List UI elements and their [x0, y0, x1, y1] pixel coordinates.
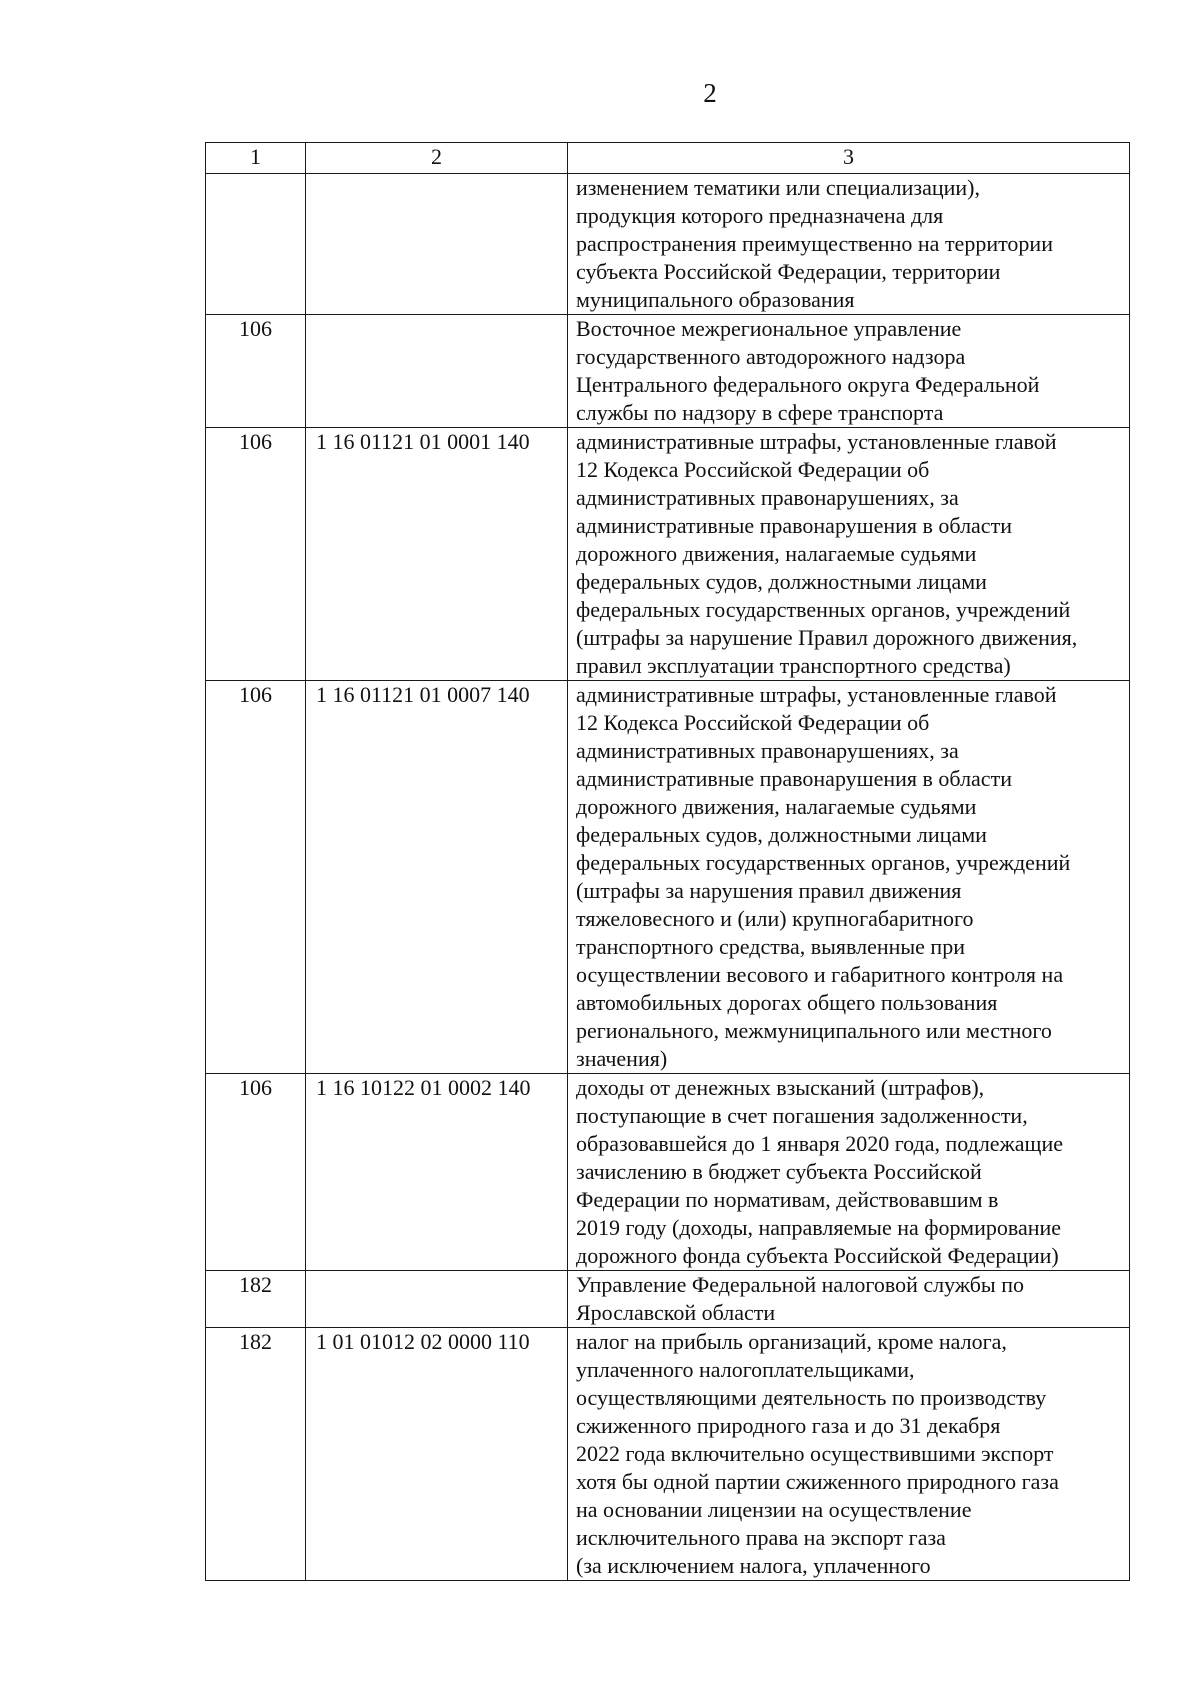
description-line: государственного автодорожного надзора [576, 344, 966, 369]
table-header-row [206, 143, 1130, 174]
description-line: 12 Кодекса Российской Федерации об [576, 710, 930, 735]
description-line: осуществляющими деятельность по производству [576, 1385, 1047, 1410]
description-cell [568, 315, 1130, 428]
description-line: административных правонарушениях, за [576, 738, 959, 763]
description-line: административные правонарушения в области [576, 513, 1012, 538]
table-row [206, 174, 1130, 315]
table-row [206, 428, 1130, 681]
description-line: 2019 году (доходы, направляемые на формирование [576, 1215, 1062, 1240]
column-header-2: 2 [306, 143, 568, 174]
description-line: муниципального образования [576, 287, 855, 312]
description-line: Центрального федерального округа Федеральной [576, 372, 1040, 397]
budget-classification-code-cell: 1 16 01121 01 0007 140 [306, 681, 568, 1074]
description-line: 2022 года включительно осуществившими экспорт [576, 1441, 1054, 1466]
description-line: Управление Федеральной налоговой службы по [576, 1272, 1024, 1297]
admin-code-cell: 182 [206, 1328, 306, 1581]
description-line: субъекта Российской Федерации, территории [576, 259, 1001, 284]
column-header-1: 1 [206, 143, 306, 174]
description-line: федеральных государственных органов, учреждений [576, 597, 1071, 622]
description-line: службы по надзору в сфере транспорта [576, 400, 944, 425]
admin-code-cell: 182 [206, 1271, 306, 1328]
table-body [206, 174, 1130, 1581]
description-line: сжиженного природного газа и до 31 декабря [576, 1413, 1001, 1438]
table-row [206, 1328, 1130, 1581]
description-line: на основании лицензии на осуществление [576, 1497, 972, 1522]
description-line: доходы от денежных взысканий (штрафов), [576, 1075, 985, 1100]
admin-code-cell: 106 [206, 681, 306, 1074]
table-row [206, 681, 1130, 1074]
description-line: административные правонарушения в области [576, 766, 1012, 791]
admin-code-cell: 106 [206, 315, 306, 428]
budget-classification-code-cell [306, 315, 568, 428]
description-line: федеральных судов, должностными лицами [576, 822, 987, 847]
description-line: регионального, межмуниципального или местного [576, 1018, 1052, 1043]
description-line: хотя бы одной партии сжиженного природного газа [576, 1469, 1059, 1494]
budget-classification-code-cell: 1 01 01012 02 0000 110 [306, 1328, 568, 1581]
budget-classification-code-cell: 1 16 01121 01 0001 140 [306, 428, 568, 681]
description-cell [568, 174, 1130, 315]
budget-classification-code-cell [306, 1271, 568, 1328]
description-line: исключительного права на экспорт газа [576, 1525, 946, 1550]
table-row [206, 1271, 1130, 1328]
description-line: значения) [576, 1046, 668, 1071]
description-cell [568, 1328, 1130, 1581]
description-line: Восточное межрегиональное управление [576, 316, 962, 341]
description-line: распространения преимущественно на территории [576, 231, 1053, 256]
description-line: транспортного средства, выявленные при [576, 934, 965, 959]
table-row [206, 315, 1130, 428]
page-number: 2 [703, 78, 717, 108]
description-line: административных правонарушениях, за [576, 485, 959, 510]
description-line: Федерации по нормативам, действовавшим в [576, 1187, 999, 1212]
admin-code-cell [206, 174, 306, 315]
description-line: федеральных судов, должностными лицами [576, 569, 987, 594]
revenue-codes-table [205, 142, 1130, 1581]
description-line: 12 Кодекса Российской Федерации об [576, 457, 930, 482]
description-cell [568, 1074, 1130, 1271]
description-line: автомобильных дорогах общего пользования [576, 990, 998, 1015]
description-line: образовавшейся до 1 января 2020 года, подлежащие [576, 1131, 1064, 1156]
description-line: поступающие в счет погашения задолженности, [576, 1103, 1028, 1128]
description-line: федеральных государственных органов, учреждений [576, 850, 1071, 875]
description-line: дорожного фонда субъекта Российской Федерации) [576, 1243, 1059, 1268]
description-line: изменением тематики или специализации), [576, 175, 980, 200]
description-line: административные штрафы, установленные главой [576, 429, 1057, 454]
description-line: (штрафы за нарушения правил движения [576, 878, 962, 903]
description-line: продукция которого предназначена для [576, 203, 944, 228]
column-header-3: 3 [568, 143, 1130, 174]
description-line: осуществлении весового и габаритного контроля на [576, 962, 1064, 987]
description-line: административные штрафы, установленные главой [576, 682, 1057, 707]
description-line: (за исключением налога, уплаченного [576, 1553, 931, 1578]
description-line: уплаченного налогоплательщиками, [576, 1357, 915, 1382]
admin-code-cell: 106 [206, 428, 306, 681]
description-line: зачислению в бюджет субъекта Российской [576, 1159, 982, 1184]
description-line: Ярославской области [576, 1300, 776, 1325]
description-cell [568, 681, 1130, 1074]
description-line: дорожного движения, налагаемые судьями [576, 794, 977, 819]
table-row [206, 1074, 1130, 1271]
description-cell [568, 1271, 1130, 1328]
description-line: правил эксплуатации транспортного средства) [576, 653, 1011, 678]
description-cell [568, 428, 1130, 681]
description-line: (штрафы за нарушение Правил дорожного движения, [576, 625, 1078, 650]
description-line: налог на прибыль организаций, кроме налога, [576, 1329, 1007, 1354]
budget-classification-code-cell [306, 174, 568, 315]
description-line: тяжеловесного и (или) крупногабаритного [576, 906, 974, 931]
description-line: дорожного движения, налагаемые судьями [576, 541, 977, 566]
budget-classification-code-cell: 1 16 10122 01 0002 140 [306, 1074, 568, 1271]
admin-code-cell: 106 [206, 1074, 306, 1271]
